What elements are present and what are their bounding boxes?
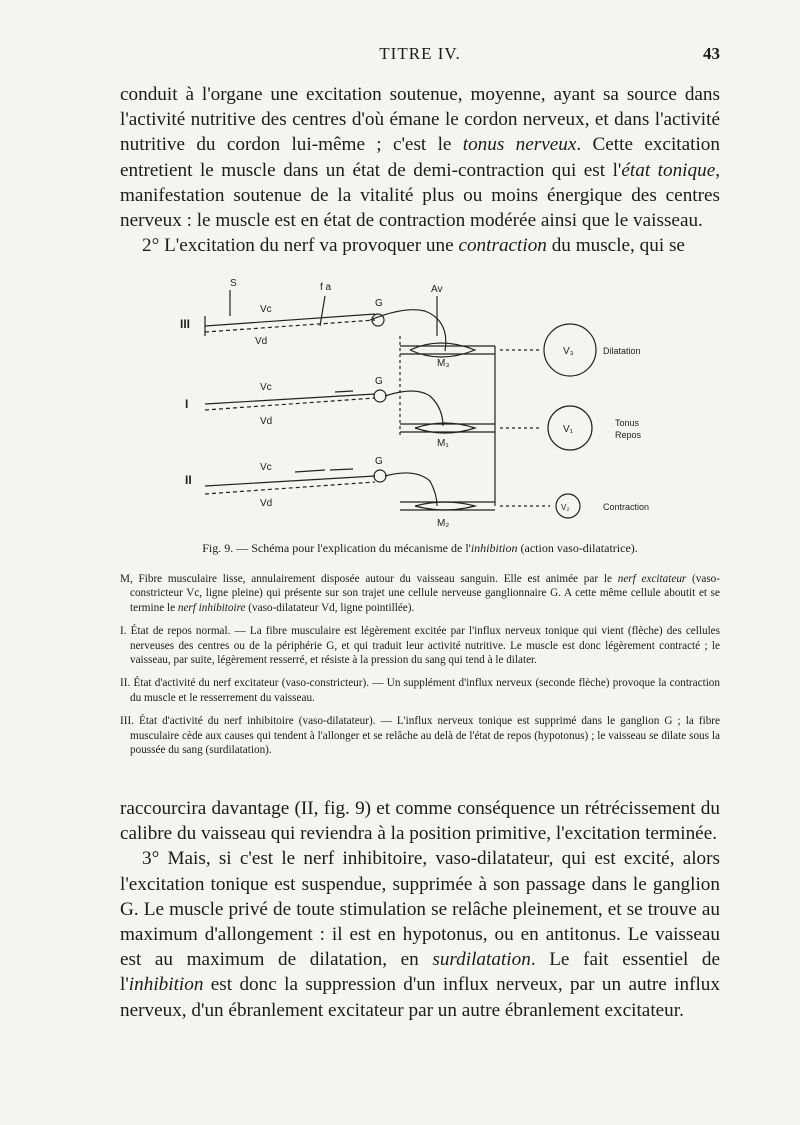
body-text-bottom xyxy=(120,796,720,1023)
figure-legend xyxy=(120,572,720,766)
label-ii: II xyxy=(185,473,192,487)
text-run: Fig. 9. — Schéma pour l'explication du mécanisme de l' xyxy=(202,541,471,555)
italic-term: nerf inhibitoire xyxy=(177,601,246,614)
label-m1: M₁ xyxy=(437,438,449,449)
italic-term: inhibition xyxy=(128,974,204,996)
label-repos: Repos xyxy=(615,430,642,440)
italic-term: surdilatation xyxy=(432,949,531,971)
italic-term: état tonique xyxy=(621,159,716,181)
text-run: du muscle, qui se xyxy=(546,235,685,257)
axon-i xyxy=(385,391,443,426)
ganglion-i xyxy=(374,390,386,402)
text-run: , manifestation soutenue de la vitalité plus ou moins énergique des centres nerveux : le muscle est en état de contraction modérée ainsi que le vaisseau. xyxy=(120,159,721,232)
text-run: (action vaso-dilatatrice). xyxy=(517,541,638,555)
figure-caption xyxy=(120,541,720,556)
label-vd-i: Vd xyxy=(260,416,273,427)
italic-term: contraction xyxy=(458,235,547,257)
legend-iii: III. État d'activité du nerf inhibitoire (vaso-dilatateur). — L'influx nerveux tonique est supprimé dans le ganglion G ; la fibre musculaire cède aux causes qui tendent à l'allonger et se relâche au delà de l'état de repos (hypotonus) ; le vaisseau se dilate sous la poussée du sang (surdilatation). xyxy=(120,715,720,757)
legend-ii: II. État d'activité du nerf excitateur (vaso-constricteur). — Un supplément d'influx nerveux (seconde flèche) provoque la contraction du muscle et le resserrement du vaisseau. xyxy=(120,677,720,704)
muscle-m2 xyxy=(415,502,475,510)
inhibition-schema xyxy=(175,276,675,536)
nerve-vc-ii xyxy=(205,476,375,486)
label-vc-iii: Vc xyxy=(260,304,272,315)
axon-ii xyxy=(385,473,437,506)
label-dilatation: Dilatation xyxy=(603,346,641,356)
italic-term: tonus nerveux xyxy=(462,134,577,156)
arrow-i xyxy=(335,391,353,392)
page-number: 43 xyxy=(703,44,720,63)
body-text-top xyxy=(120,82,720,258)
vessel-iii xyxy=(400,346,495,354)
label-vc-ii: Vc xyxy=(260,462,272,473)
label-v3: V₃ xyxy=(563,346,574,357)
vessel-i xyxy=(400,424,495,432)
label-m3: M₃ xyxy=(437,358,450,369)
axon-iii xyxy=(370,310,446,351)
label-g-i: G xyxy=(375,376,383,387)
italic-term: nerf excitateur xyxy=(617,573,687,585)
muscle-m3 xyxy=(410,343,475,357)
label-vd-ii: Vd xyxy=(260,498,273,509)
label-av: Av xyxy=(431,284,443,295)
label-contraction: Contraction xyxy=(603,502,650,512)
label-tonus: Tonus xyxy=(615,418,640,428)
ganglion-ii xyxy=(374,470,386,482)
text-run: . Cette excitation entretient le muscle dans un état de demi-contraction qui est l' xyxy=(120,134,720,181)
label-iii: III xyxy=(180,317,191,331)
italic-term: inhibition xyxy=(470,541,518,555)
text-run: 2° L'excitation du nerf va provoquer une xyxy=(142,235,459,257)
paragraph-contraction xyxy=(120,233,720,258)
label-g-ii: G xyxy=(375,456,383,467)
legend-m xyxy=(120,572,720,615)
text-run: . Le fait essentiel de l' xyxy=(120,949,721,996)
label-fa: f a xyxy=(320,282,332,293)
vessel-ii xyxy=(400,502,495,510)
running-header xyxy=(120,44,720,68)
fa-line xyxy=(320,296,325,326)
label-s: S xyxy=(230,278,237,289)
label-v1: V₁ xyxy=(563,424,574,435)
text-run: est donc la suppression d'un influx nerveux, par un autre influx nerveux, d'un ébranlement excitateur par un autre ébranlement excitateur. xyxy=(120,974,720,1021)
label-vd-iii: Vd xyxy=(255,336,268,347)
running-title: TITRE IV. xyxy=(379,44,461,63)
text-run: conduit à l'organe une excitation soutenue, moyenne, ayant sa source dans l'activité nutritive des centres d'où émane le cordon nerveux, et dans l'activité nutritive du cordon lui-même ; c'est le xyxy=(120,84,720,156)
arrow-ii xyxy=(295,469,353,472)
legend-i: I. État de repos normal. — La fibre musculaire est légèrement excitée par l'influx nerveux tonique qui vient (flèche) des cellules nerveuses des centres ou de la périphérie G, et qui traduit leur activité nutritive. Le muscle est donc légèrement contracté ; le vaisseau, par suite, légèrement resserré, et résiste à la pression du sang qui tend à le dilater. xyxy=(120,625,720,667)
label-m2: M₂ xyxy=(437,518,450,529)
text-run: (vaso-constricteur Vc, ligne pleine) qui présente sur son trajet une cellule nerveuse ganglionnaire G. A cette même cellule aboutit et se termine le xyxy=(130,573,721,614)
text-run: M, Fibre musculaire lisse, annulairement disposée autour du vaisseau sanguin. Elle est animée par le xyxy=(120,573,618,585)
nerve-vd-iii xyxy=(205,320,375,332)
nerve-vd-i xyxy=(205,398,375,410)
label-g-iii: G xyxy=(375,298,383,309)
paragraph-tonus xyxy=(120,82,720,233)
nerve-vd-ii xyxy=(205,482,375,494)
label-i: I xyxy=(185,397,189,411)
label-vc-i: Vc xyxy=(260,382,272,393)
nerve-vc-i xyxy=(205,394,375,404)
figure-9-diagram xyxy=(175,276,675,536)
paragraph-raccourcira: raccourcira davantage (II, fig. 9) et comme conséquence un rétrécissement du calibre du vaisseau qui reviendra à la position primitive, l'excitation terminée. xyxy=(120,798,720,845)
label-v2: V₂ xyxy=(561,503,570,512)
text-run: (vaso-dilatateur Vd, ligne pointillée). xyxy=(245,601,415,614)
paragraph-inhibitory xyxy=(120,846,720,1022)
text-run: 3° Mais, si c'est le nerf inhibitoire, vaso-dilatateur, qui est excité, alors l'excitation tonique est suspendue, supprimée à son passage dans le ganglion G. Le muscle privé de toute stimulation se relâche pleinement, et se trouve au maximum d'allongement : il est en hypotonus, ou en antitonus. Le vaisseau est au maximum de dilatation, en xyxy=(120,848,720,971)
